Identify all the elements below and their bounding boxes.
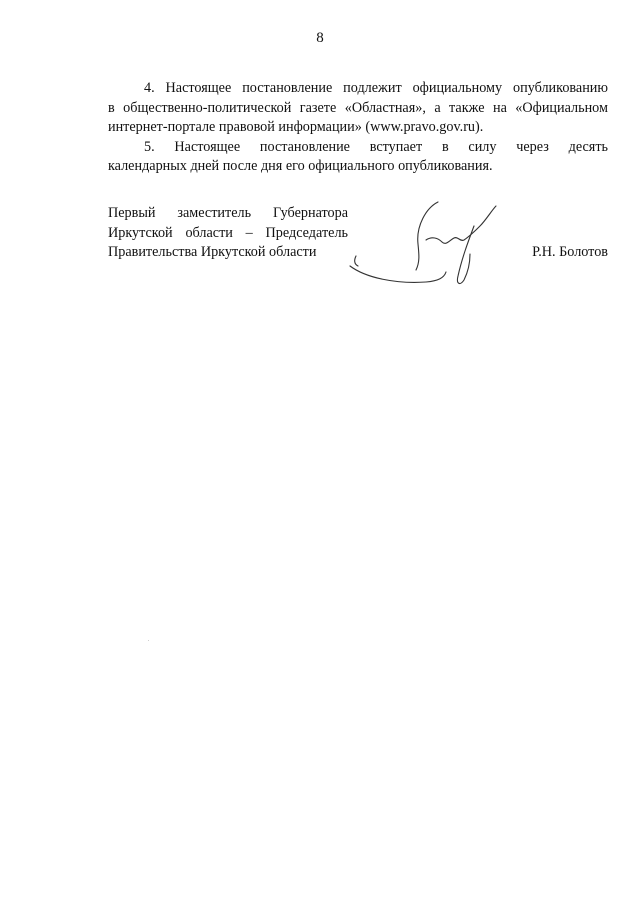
paragraph-line: интернет-портале правовой информации» (www.pravo.gov.ru). — [108, 119, 484, 135]
paragraph-line: в общественно-политической газете «Областная», а также на «Официальном — [108, 99, 608, 116]
signatory-name: Р.Н. Болотов — [532, 244, 608, 260]
signatory-title-line: Правительства Иркутской области — [108, 244, 317, 260]
signature-block — [108, 204, 608, 294]
paragraph-line: 4. Настоящее постановление подлежит официальному опубликованию — [144, 80, 608, 96]
document-body — [108, 79, 608, 177]
paragraph-line: 5. Настоящее постановление вступает в силу через десять — [144, 138, 608, 155]
handwritten-signature — [346, 196, 516, 291]
scan-speck — [148, 640, 149, 641]
signatory-title — [108, 204, 348, 263]
page-number: 8 — [316, 30, 324, 46]
signatory-title-line: Первый заместитель Губернатора — [108, 205, 348, 221]
paragraph-5 — [108, 138, 608, 177]
signatory-title-line: Иркутской области – Председатель — [108, 224, 348, 241]
paragraph-line: календарных дней после дня его официального опубликования. — [108, 158, 493, 174]
paragraph-4 — [108, 79, 608, 138]
